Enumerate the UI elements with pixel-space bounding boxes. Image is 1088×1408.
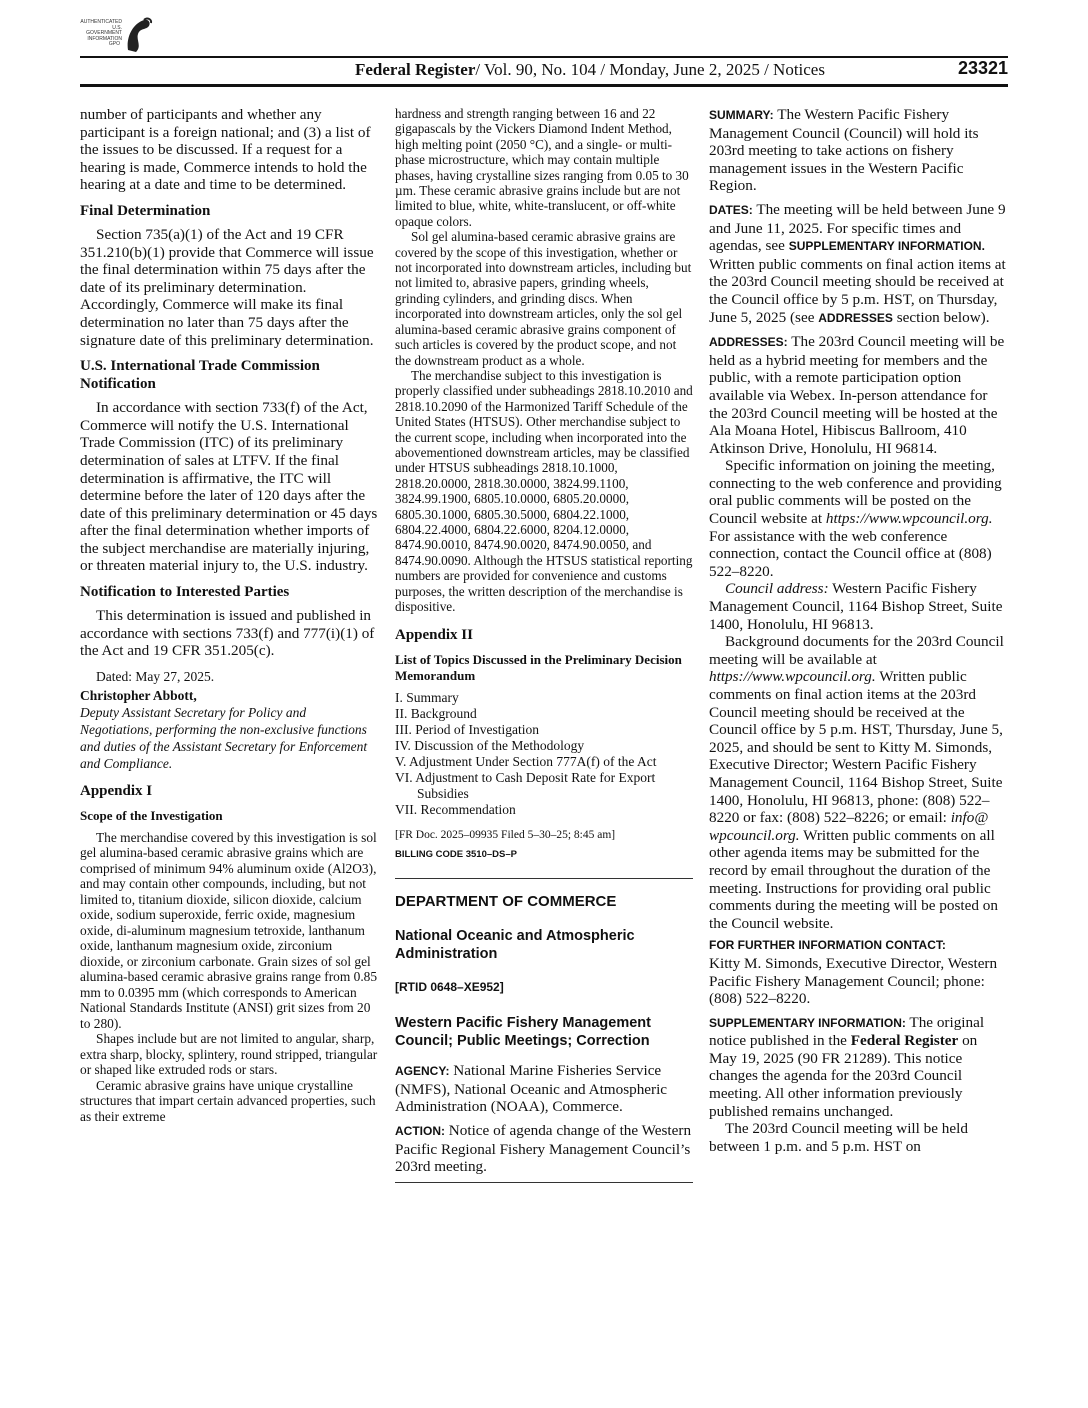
section-heading: U.S. International Trade Commission Notification (80, 358, 320, 393)
paragraph-text: For assistance with the web conference connection, contact the Council office at (808) 522–8220. (709, 527, 992, 580)
field-label: ADDRESSES: (709, 335, 788, 350)
field-text: National Marine Fisheries Service (NMFS), National Oceanic and Atmospheric Administration (NOAA), Commerce. (395, 1062, 668, 1116)
paragraph-text: Written public comments on all other agenda items may be submitted for the record by email throughout the duration of the meeting. Instructions for providing oral public comments during the meeting will be posted on the Council website. (709, 826, 998, 932)
column-1 (80, 106, 378, 1124)
list-item: V. Adjustment Under Section 777A(f) of the Act (395, 754, 657, 770)
agency-heading: National Oceanic and Atmospheric Administration (395, 927, 635, 962)
page-number: 23321 (957, 58, 1008, 78)
field-label: AGENCY: (395, 1064, 450, 1079)
page-header (80, 58, 1008, 82)
list-item: II. Background (395, 706, 477, 722)
field-label: SUMMARY: (709, 108, 774, 122)
section-heading: Notification to Interested Parties (80, 584, 290, 601)
paragraph: This determination is issued and published in accordance with sections 733(f) and 777(i)(1) of the Act and 19 CFR 351.205(c). (80, 607, 375, 660)
paragraph: number of participants and whether any participant is a foreign national; and (3) a list of the issues to be discussed. If a request for a hearing is made, Commerce intends to hold the hearing at a date and time to be determined. (80, 106, 371, 194)
paragraph: Ceramic abrasive grains have unique crystalline structures that impart certain advanced properties, such as their extreme (80, 1077, 376, 1124)
email-link[interactable]: info@ wpcouncil.org. (709, 809, 989, 844)
field-label: FOR FURTHER INFORMATION CONTACT: (709, 938, 946, 953)
gpo-authentication-logo (78, 16, 158, 58)
dates-field (709, 201, 1007, 327)
logo-line: GPO (108, 41, 120, 47)
summary-field (709, 106, 1007, 195)
field-label: DATES: (709, 202, 753, 217)
paragraph (709, 633, 1007, 932)
appendix-heading: Appendix I (80, 782, 153, 799)
topics-list (395, 690, 693, 818)
paragraph-text: Specific information on joining the meeting, connecting to the web conference and providing oral public comments will be posted on the Council website at (709, 457, 1002, 528)
action-field (395, 1122, 693, 1176)
website-link[interactable]: https://www.wpcouncil.org. (709, 668, 876, 686)
field-text: Notice of agenda change of the Western Pacific Regional Fishery Management Council’s 203rd meeting. (395, 1121, 692, 1176)
fr-doc-line: [FR Doc. 2025–09935 Filed 5–30–25; 8:45 am] (395, 829, 616, 842)
signer-title: Deputy Assistant Secretary for Policy and Negotiations, performing the non-exclusive functions and duties of the Assistant Secretary for Enforcement and Compliance. (80, 704, 368, 771)
section-divider (395, 1182, 693, 1183)
list-item: VI. Adjustment to Cash Deposit Rate for Export Subsidies (395, 770, 656, 802)
section-heading: Final Determination (80, 202, 211, 219)
paragraph-text: Background documents for the 203rd Council meeting will be available at (709, 633, 1004, 668)
field-label: Council address: (725, 580, 829, 598)
paragraph: The merchandise covered by this investigation is sol gel alumina-based ceramic abrasive grains which are comprised of minimum 94% aluminum oxide (Al2O3), and may contain other compounds, including, but not limited to, titanium dioxide, silicon dioxide, calcium oxide, sodium superoxide, ferric oxide, magnesium oxide, di-aluminum magnesium tetroxide, lanthanum oxide, lanthanum magnesium oxide, zirconium dioxide, or zirconium carbonate. Grain sizes of sol gel alumina-based ceramic abrasive grains range from 0.85 mm to 0.0395 mm (which corresponds to American National Standards Institute (ANSI) grit sizes from 20 to 280). (80, 829, 378, 1031)
issue-details: / Vol. 90, No. 104 / Monday, June 2, 2025 / Notices (475, 60, 825, 79)
paragraph (709, 580, 1007, 633)
logo-line: AUTHENTICATED (80, 19, 122, 25)
field-text: The 203rd Council meeting will be held as a hybrid meeting for members and the public, with a remote participation option available via Webex. In-person attendance for the 203rd Council meeting will be hosted at the Ala Moana Hotel, Hibiscus Ballroom, 410 Atkinson Drive, Honolulu, HI 96814. (709, 333, 1005, 457)
column-3 (709, 106, 1007, 1155)
publication-name: Federal Register (850, 1032, 959, 1050)
website-link[interactable]: https://www.wpcouncil.org. (825, 510, 993, 528)
paragraph: hardness and strength ranging between 16 and 22 gigapascals by the Vickers Diamond Indent Method, high melting point (2050 °C), and a single- or multi-phase microstructure, which may contain multiple phases, having crystalline sizes ranging from 0.05 to 30 µm. These ceramic abrasive grains include but are not limited to blue, white, white-translucent, or off-white opaque colors. (395, 106, 689, 229)
paragraph: Sol gel alumina-based ceramic abrasive grains are covered by the scope of this investigation, whether or not incorporated into downstream articles, including but not limited to, abrasive papers, grinding wheels, grinding cylinders, and grinding discs. When incorporated into downstream articles, only the sol gel alumina-based ceramic abrasive grains component of such articles is covered by the product scope, and not the downstream product as a whole. (395, 229, 692, 368)
contact-field (709, 936, 1007, 1007)
field-label: ACTION: (395, 1123, 445, 1138)
billing-code: BILLING CODE 3510–DS–P (395, 849, 517, 861)
addresses-field (709, 333, 1007, 457)
department-heading: DEPARTMENT OF COMMERCE (395, 893, 617, 910)
list-item: VII. Recommendation (395, 802, 516, 818)
paragraph: The 203rd Council meeting will be held between 1 p.m. and 5 p.m. HST on (709, 1120, 968, 1155)
field-text: The Western Pacific Fishery Management Council (Council) will hold its 203rd meeting to take actions on fishery management issues in the Western Pacific Region. (709, 106, 979, 195)
subsection-heading: Scope of the Investigation (80, 807, 223, 823)
header-citation (260, 60, 920, 80)
notice-title: Western Pacific Fishery Management Council; Public Meetings; Correction (395, 1015, 651, 1050)
publication-name: Federal Register (355, 60, 476, 79)
subsection-heading: List of Topics Discussed in the Preliminary Decision Memorandum (395, 652, 682, 684)
logo-line: INFORMATION (87, 35, 122, 42)
paragraph: Section 735(a)(1) of the Act and 19 CFR 351.210(b)(1) provide that Commerce will issue the final determination within 75 days after the date of its preliminary determination. Accordingly, Commerce will make its final determination no later than 75 days after the signature date of this preliminary determination. (80, 225, 374, 349)
section-divider (395, 878, 693, 879)
field-text: section below). (896, 308, 990, 326)
field-text: The meeting will be held between June 9 and June 11, 2025. For specific times and agendas, see (709, 200, 1006, 255)
dated-line: Dated: May 27, 2025. (96, 668, 215, 684)
paragraph: In accordance with section 733(f) of the Act, Commerce will notify the U.S. International Trade Commission (ITC) of its preliminary determination of sales at LTFV. If the final determination is affirmative, the ITC will determine before the later of 120 days after the date of this preliminary determination or 45 days after the final determination whether imports of the subject merchandise are materially injuring, or threaten material injury to, the U.S. industry. (80, 399, 378, 575)
logo-line: U.S. GOVERNMENT (86, 24, 122, 36)
rtid: [RTID 0648–XE952] (395, 979, 504, 994)
paragraph: The merchandise subject to this investigation is properly classified under subheadings 2818.10.2010 and 2818.10.2090 of the Harmonized Tariff Schedule of the United States (HTSUS). Other merchandise subject to the current scope, including when incorporated into the abovementioned downstream articles, may be classified under HTSUS subheadings 2818.10.1000, 2818.20.0000, 2818.30.0000, 3824.99.1100, 3824.99.1900, 6805.10.0000, 6805.20.0000, 6805.30.1000, 6805.30.5000, 6804.22.1000, 6804.22.4000, 6804.22.6000, 8204.12.0000, 8474.90.0010, 8474.90.0020, 8474.90.0050, and 8474.90.0090. Although the HTSUS statistical reporting numbers are provided for convenience and customs purposes, the written description of the merchandise is dispositive. (395, 367, 693, 614)
paragraph: Shapes include but are not limited to angular, sharp, extra sharp, blocky, splintery, round stripped, triangular or shaped like extruded rods or stars. (80, 1031, 378, 1078)
paragraph-text: Written public comments on final action items at the 203rd Council meeting should be received at the Council office by 5 p.m. HST, Thursday, June 5, 2025, and should be sent to Kitty M. Simonds, Executive Director; Western Pacific Fishery Management Council, 1164 Bishop Street, Suite 1400, Honolulu, HI 96813, phone: (808) 522–8220 or fax: (808) 522–8226; or email: (709, 668, 1003, 827)
signer-name: Christopher Abbott, (80, 687, 197, 703)
cross-reference: ADDRESSES (818, 310, 893, 325)
list-item: IV. Discussion of the Methodology (395, 738, 585, 754)
appendix-heading: Appendix II (395, 627, 473, 644)
agency-field (395, 1062, 693, 1116)
cross-reference: SUPPLEMENTARY INFORMATION. (788, 239, 985, 254)
paragraph (709, 457, 1007, 580)
list-item: I. Summary (395, 690, 459, 706)
supplementary-field (709, 1014, 1007, 1121)
field-text: Written public comments on final action items at the 203rd Council meeting should be received at the Council office by 5 p.m. HST, on Thursday, June 5, 2025 (see (709, 255, 1006, 326)
field-label: SUPPLEMENTARY INFORMATION: (709, 1015, 906, 1030)
paragraph-text: Western Pacific Fishery Management Council, 1164 Bishop Street, Suite 1400, Honolulu, HI 96813. (709, 580, 1003, 633)
column-2 (395, 106, 693, 1197)
eagle-icon (124, 16, 154, 56)
field-text: Kitty M. Simonds, Executive Director, Western Pacific Fishery Management Council; phone: (808) 522–8220. (709, 954, 998, 1008)
field-text: on May 19, 2025 (90 FR 21289). This notice changes the agenda for the 203rd Council meeting. All other information previously published remains unchanged. (709, 1032, 978, 1120)
field-text: The original notice published in the (709, 1013, 985, 1050)
list-item: III. Period of Investigation (395, 722, 539, 738)
header-rule-bottom (80, 84, 1008, 87)
